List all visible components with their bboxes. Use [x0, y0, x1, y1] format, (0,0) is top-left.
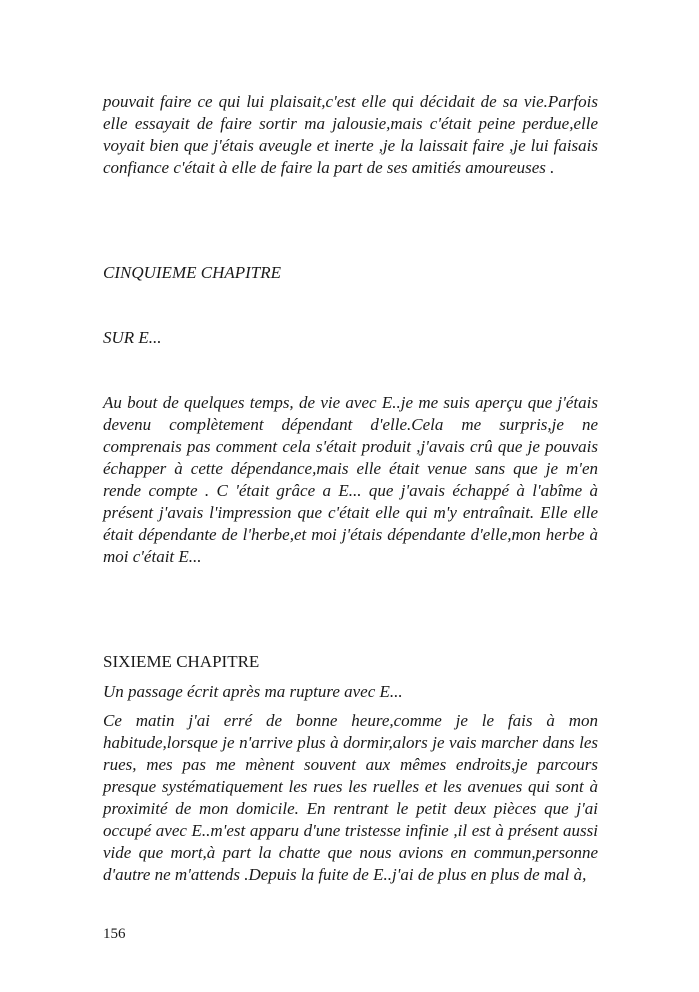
- chapter5-subtitle: SUR E...: [103, 328, 162, 347]
- paragraph-chapter5: Au bout de quelques temps, de vie avec E..je me suis aperçu que j'étais devenu complètement dépendant d'elle.Cela me surpris,je ne comprenais pas comment cela s'était produit ,j'avais crû que je pouvais échapper à cette dépendance,mais elle était venue sans que je m'en rende compte . C 'était grâce a E... que j'avais échappé à l'abîme à présent j'avais l'impression que c'était elle qui m'y entraînait. Elle elle était dépendante de l'herbe,et moi j'étais dépendante d'elle,mon herbe à moi c'était E...: [103, 393, 598, 566]
- chapter5-heading: CINQUIEME CHAPITRE: [103, 263, 282, 282]
- page-number: 156: [103, 926, 126, 942]
- paragraph-chapter6: Ce matin j'ai erré de bonne heure,comme je le fais à mon habitude,lorsque je n'arrive plus à dormir,alors je vais marcher dans les rues, mes pas me mènent souvent aux mêmes endroits,je parcours presque systématiquement les rues les ruelles et les avenues qui sont à proximité de mon domicile. En rentrant le petit deux pièces que j'ai occupé avec E..m'est apparu d'une tristesse infinie ,il est à présent aussi vide que mort,à part la chatte que nous avions en commun,personne d'autre ne m'attends .Depuis la fuite de E..j'ai de plus en plus de mal à,: [103, 711, 598, 884]
- paragraph-intro: pouvait faire ce qui lui plaisait,c'est elle qui décidait de sa vie.Parfois elle essayait de faire sortir ma jalousie,mais c'était peine perdue,elle voyait bien que j'étais aveugle et inerte ,je la laissait faire ,je lui faisais confiance c'était à elle de faire la part de ses amitiés amoureuses .: [103, 92, 598, 177]
- chapter6-heading: SIXIEME CHAPITRE: [103, 652, 260, 671]
- chapter6-subtitle: Un passage écrit après ma rupture avec E...: [103, 682, 403, 701]
